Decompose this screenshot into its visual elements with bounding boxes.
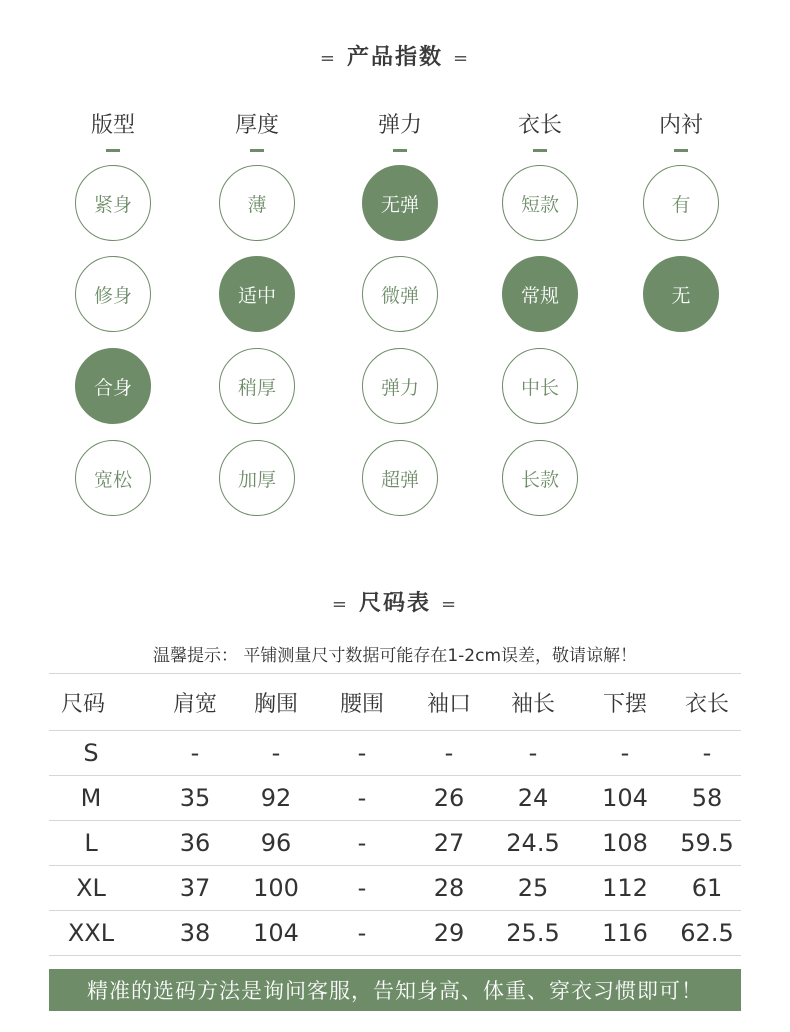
- table-cell: 92: [237, 776, 315, 821]
- table-cell: -: [577, 731, 673, 776]
- table-cell: 96: [237, 821, 315, 866]
- column-header-lining: 内衬: [626, 108, 736, 152]
- table-cell: 25.5: [489, 911, 577, 956]
- table-cell: 100: [237, 866, 315, 911]
- table-cell: 59.5: [673, 821, 741, 866]
- header-underline: [106, 149, 120, 152]
- table-cell: 37: [153, 866, 237, 911]
- table-row: [49, 776, 741, 821]
- option-circle: 修身: [75, 256, 151, 332]
- table-cell: -: [315, 731, 409, 776]
- table-cell: L: [49, 821, 153, 866]
- header-waist: 腰围: [315, 674, 409, 731]
- size-chart-title: = 尺码表 =: [331, 591, 459, 616]
- table-cell: 62.5: [673, 911, 741, 956]
- option-circle: 合身: [75, 348, 151, 424]
- header-sleeve-length: 袖长: [489, 674, 577, 731]
- option-circle: 紧身: [75, 165, 151, 241]
- size-table: [49, 673, 741, 956]
- header-underline: [674, 149, 688, 152]
- column-header-thickness: 厚度: [202, 108, 312, 152]
- table-row: [49, 866, 741, 911]
- header-hem: 下摆: [577, 674, 673, 731]
- table-cell: 35: [153, 776, 237, 821]
- option-circle: 有: [643, 165, 719, 241]
- header-cuff: 袖口: [409, 674, 489, 731]
- table-cell: 58: [673, 776, 741, 821]
- table-cell: -: [673, 731, 741, 776]
- size-table-header: [49, 674, 741, 731]
- table-cell: 24: [489, 776, 577, 821]
- table-cell: 61: [673, 866, 741, 911]
- option-circle: 加厚: [219, 440, 295, 516]
- table-cell: -: [409, 731, 489, 776]
- header-size: 尺码: [49, 674, 153, 731]
- table-cell: 116: [577, 911, 673, 956]
- table-row: [49, 821, 741, 866]
- option-circle: 微弹: [362, 256, 438, 332]
- table-cell: XXL: [49, 911, 153, 956]
- table-row: [49, 911, 741, 956]
- option-circle: 超弹: [362, 440, 438, 516]
- measurement-note: 温馨提示： 平铺测量尺寸数据可能存在1-2cm误差，敬请谅解！: [152, 646, 638, 666]
- option-circle: 薄: [219, 165, 295, 241]
- column-header-fit: 版型: [58, 108, 168, 152]
- table-cell: -: [315, 821, 409, 866]
- table-cell: S: [49, 731, 153, 776]
- column-header-length: 衣长: [485, 108, 595, 152]
- table-cell: 28: [409, 866, 489, 911]
- option-circle: 稍厚: [219, 348, 295, 424]
- table-cell: 29: [409, 911, 489, 956]
- header-underline: [393, 149, 407, 152]
- option-circle: 常规: [502, 256, 578, 332]
- table-cell: 26: [409, 776, 489, 821]
- option-circle: 短款: [502, 165, 578, 241]
- header-underline: [250, 149, 264, 152]
- table-cell: M: [49, 776, 153, 821]
- table-cell: 36: [153, 821, 237, 866]
- table-cell: 108: [577, 821, 673, 866]
- header-chest: 胸围: [237, 674, 315, 731]
- table-cell: 112: [577, 866, 673, 911]
- option-circle: 无: [643, 256, 719, 332]
- table-cell: 27: [409, 821, 489, 866]
- table-cell: -: [237, 731, 315, 776]
- table-cell: -: [489, 731, 577, 776]
- table-cell: -: [315, 911, 409, 956]
- option-circle: 弹力: [362, 348, 438, 424]
- table-cell: 24.5: [489, 821, 577, 866]
- option-circle: 长款: [502, 440, 578, 516]
- header-length: 衣长: [673, 674, 741, 731]
- table-cell: 104: [577, 776, 673, 821]
- product-index-title: = 产品指数 =: [319, 45, 471, 70]
- footer-banner: 精准的选码方法是询问客服，告知身高、体重、穿衣习惯即可！: [49, 969, 741, 1011]
- table-cell: -: [315, 866, 409, 911]
- table-cell: -: [315, 776, 409, 821]
- header-shoulder: 肩宽: [153, 674, 237, 731]
- option-circle: 宽松: [75, 440, 151, 516]
- table-cell: XL: [49, 866, 153, 911]
- table-row: [49, 731, 741, 776]
- table-cell: -: [153, 731, 237, 776]
- option-circle: 无弹: [362, 165, 438, 241]
- option-circle: 适中: [219, 256, 295, 332]
- table-cell: 38: [153, 911, 237, 956]
- table-cell: 25: [489, 866, 577, 911]
- header-underline: [533, 149, 547, 152]
- table-cell: 104: [237, 911, 315, 956]
- option-circle: 中长: [502, 348, 578, 424]
- column-header-elasticity: 弹力: [345, 108, 455, 152]
